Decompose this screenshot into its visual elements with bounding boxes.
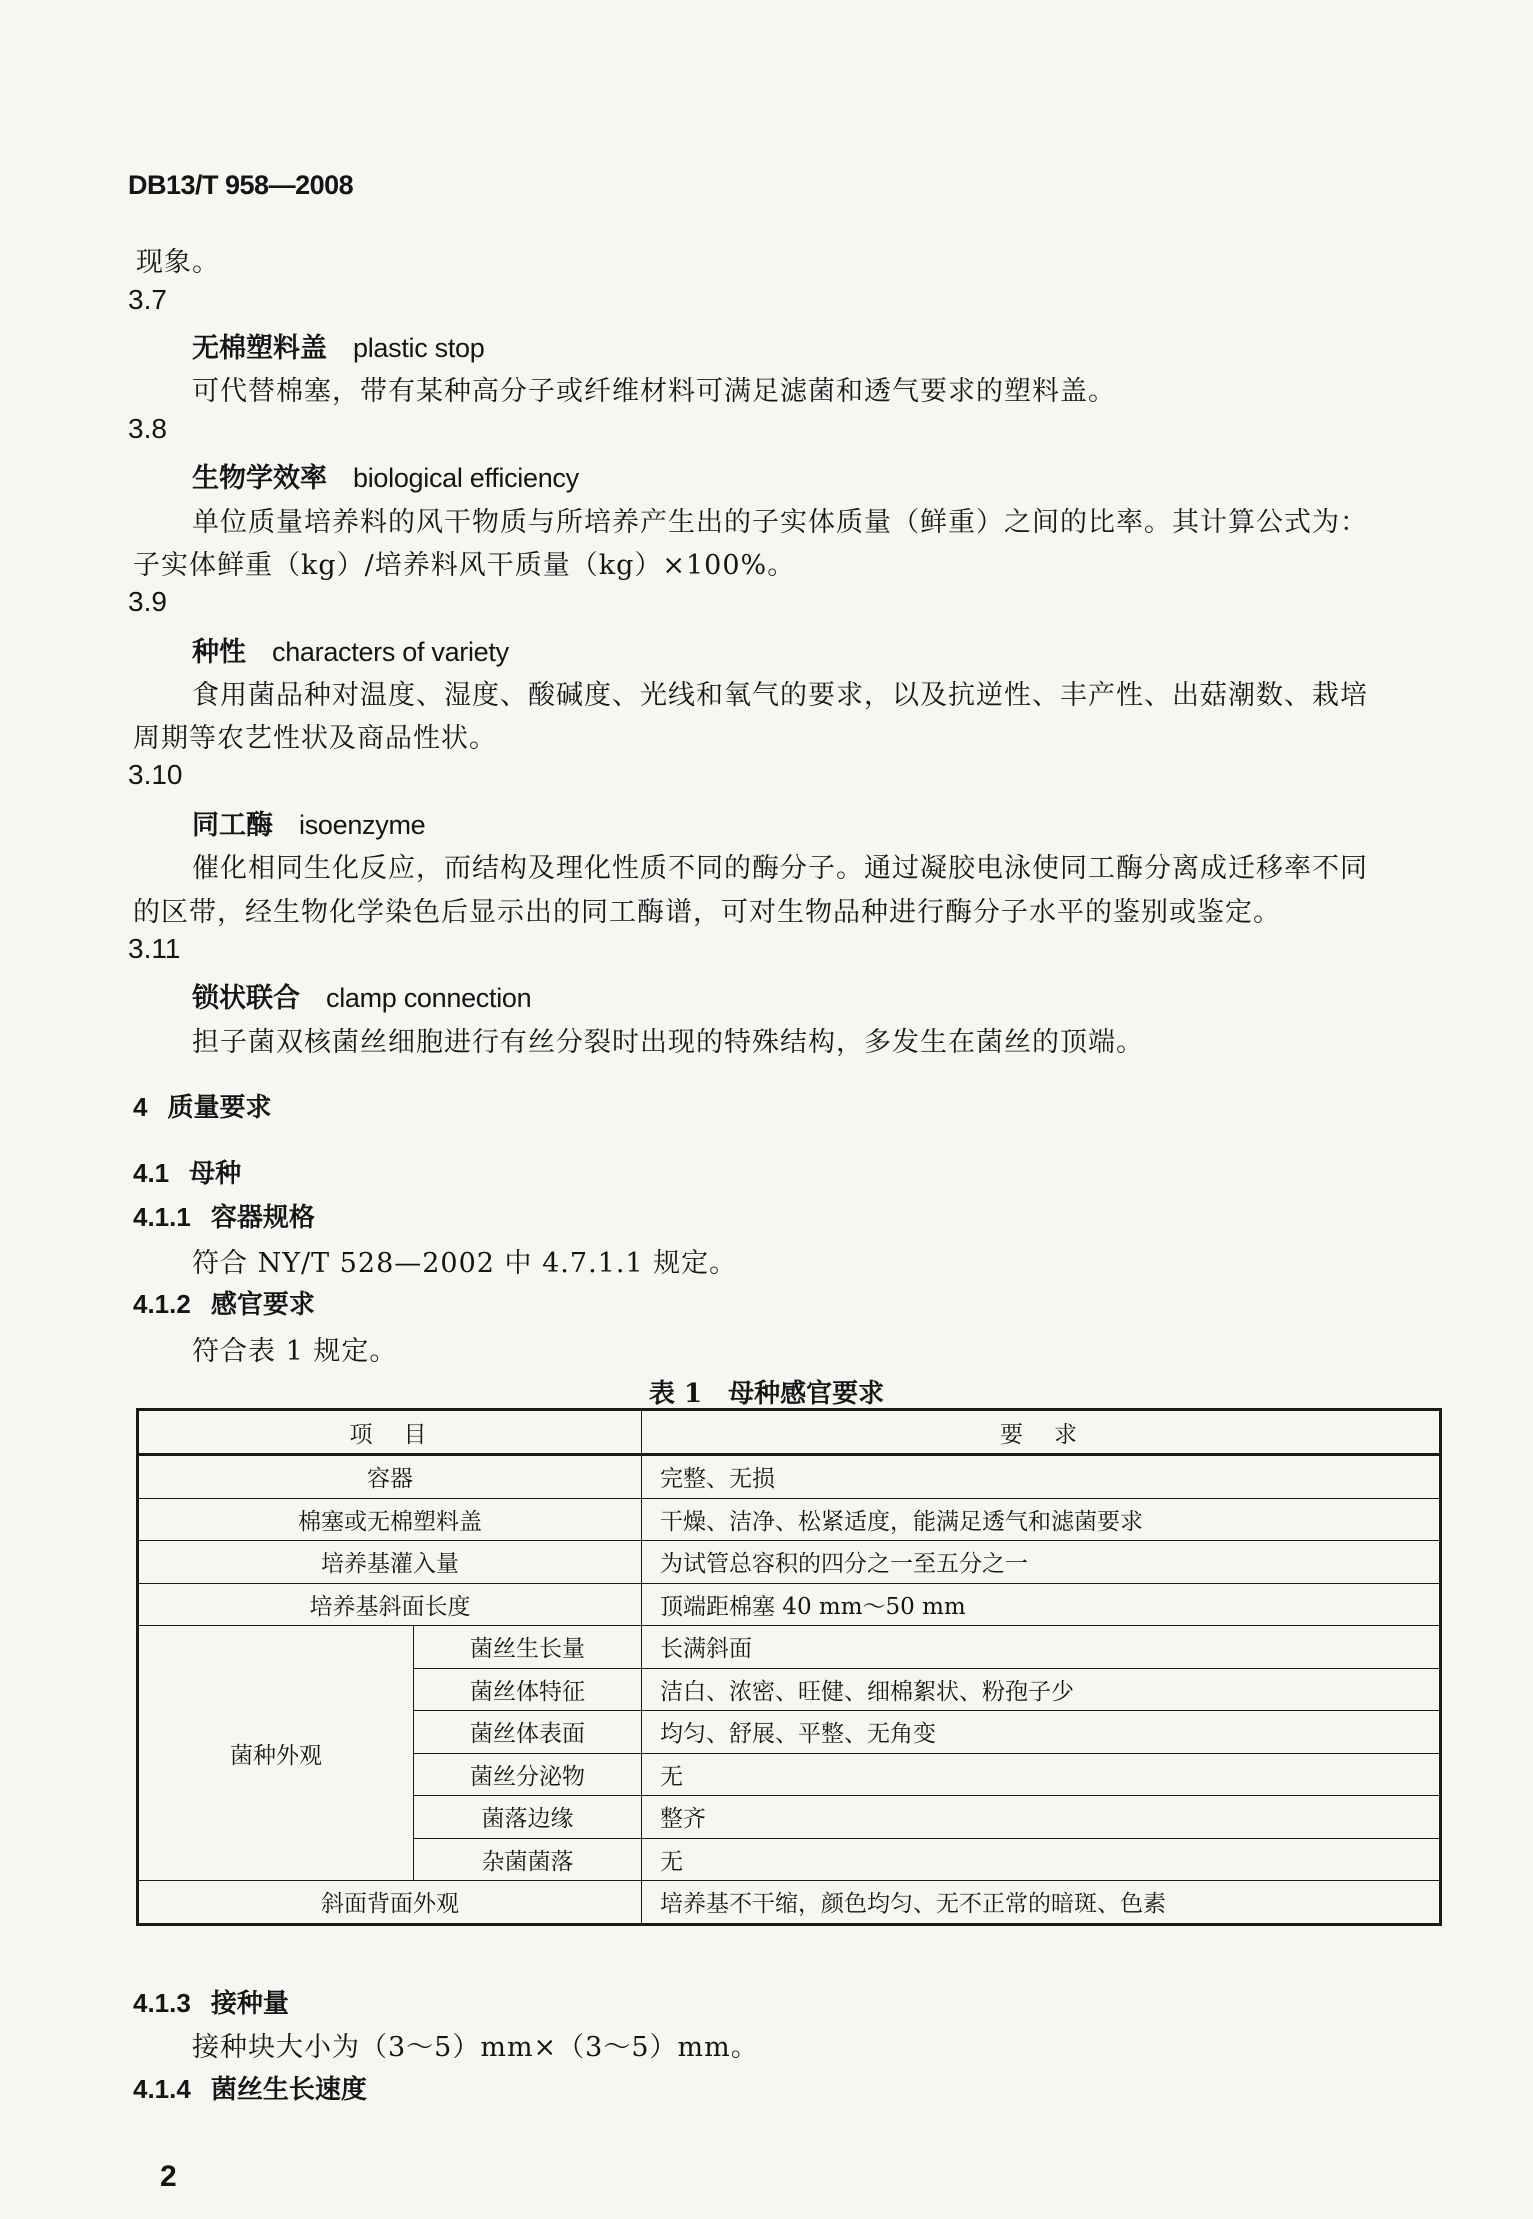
table-row: [138, 1583, 1441, 1626]
cell-subitem: 菌丝体特征: [414, 1668, 642, 1711]
continuation-text: 现象。: [136, 247, 220, 278]
term-en: characters of variety: [272, 637, 509, 667]
clause-text: 符合表 1 规定。: [192, 1336, 398, 1367]
cell-requirement: 完整、无损: [642, 1455, 1441, 1499]
table-row: [138, 1455, 1441, 1499]
subsection-heading: 4.1.2 感官要求: [133, 1289, 315, 1320]
clause-number: 3.7: [128, 284, 167, 315]
cell-item: 培养基斜面长度: [138, 1583, 642, 1626]
table-row: [138, 1881, 1441, 1925]
section-heading: 4 质量要求: [133, 1092, 272, 1123]
table-1: [136, 1408, 1442, 1926]
subsection-heading: 4.1 母种: [133, 1158, 242, 1189]
clause-text: 接种块大小为（3～5）mm×（3～5）mm。: [192, 2032, 759, 2063]
clause-number: 3.11: [128, 933, 181, 964]
definition-line: 可代替棉塞，带有某种高分子或纤维材料可满足滤菌和透气要求的塑料盖。: [192, 376, 1116, 407]
cell-subitem: 杂菌菌落: [414, 1838, 642, 1881]
cell-requirement: 干燥、洁净、松紧适度，能满足透气和滤菌要求: [642, 1498, 1441, 1541]
term-heading: [192, 976, 531, 1015]
cell-requirement: 无: [642, 1753, 1441, 1796]
cell-requirement: 顶端距棉塞 40 mm～50 mm: [642, 1583, 1441, 1626]
definition-line: 的区带，经生物化学染色后显示出的同工酶谱，可对生物品种进行酶分子水平的鉴别或鉴定。: [133, 897, 1281, 928]
table-row: [138, 1498, 1441, 1541]
cell-item: 容器: [138, 1455, 642, 1499]
clause-text: 符合 NY/T 528—2002 中 4.7.1.1 规定。: [192, 1248, 738, 1279]
cell-group-label: 菌种外观: [138, 1626, 414, 1881]
term-heading: [192, 630, 509, 669]
cell-item: 棉塞或无棉塑料盖: [138, 1498, 642, 1541]
subsection-heading: 4.1.1 容器规格: [133, 1202, 315, 1233]
term-cn: 同工酶: [192, 810, 273, 841]
doc-id-header: DB13/T 958—2008: [128, 170, 354, 200]
cell-requirement: 培养基不干缩，颜色均匀、无不正常的暗斑、色素: [642, 1881, 1441, 1925]
table-row: [138, 1541, 1441, 1584]
subsection-heading: 4.1.3 接种量: [133, 1988, 289, 2019]
table-row: [138, 1626, 1441, 1669]
cell-requirement: 为试管总容积的四分之一至五分之一: [642, 1541, 1441, 1584]
cell-requirement: 长满斜面: [642, 1626, 1441, 1669]
term-cn: 无棉塑料盖: [192, 333, 327, 364]
cell-requirement: 均匀、舒展、平整、无角变: [642, 1711, 1441, 1754]
definition-line: 食用菌品种对温度、湿度、酸碱度、光线和氧气的要求，以及抗逆性、丰产性、出菇潮数、栽培: [192, 680, 1368, 711]
header-item: 项 目: [138, 1410, 642, 1455]
table-header-row: [138, 1410, 1441, 1455]
term-cn: 生物学效率: [192, 463, 327, 494]
cell-requirement: 无: [642, 1838, 1441, 1881]
page-number: 2: [160, 2160, 177, 2193]
clause-number: 3.10: [128, 759, 183, 790]
definition-line: 周期等农艺性状及商品性状。: [133, 723, 497, 754]
cell-subitem: 菌落边缘: [414, 1796, 642, 1839]
term-cn: 锁状联合: [192, 983, 300, 1014]
cell-subitem: 菌丝体表面: [414, 1711, 642, 1754]
cell-subitem: 菌丝生长量: [414, 1626, 642, 1669]
cell-requirement: 整齐: [642, 1796, 1441, 1839]
header-requirement: 要 求: [642, 1410, 1441, 1455]
definition-line: 子实体鲜重（kg）/培养料风干质量（kg）×100%。: [133, 550, 796, 581]
subsection-heading: 4.1.4 菌丝生长速度: [133, 2074, 367, 2105]
clause-number: 3.8: [128, 413, 167, 444]
cell-subitem: 菌丝分泌物: [414, 1753, 642, 1796]
term-cn: 种性: [192, 637, 246, 668]
term-heading: [192, 803, 425, 842]
definition-line: 担子菌双核菌丝细胞进行有丝分裂时出现的特殊结构，多发生在菌丝的顶端。: [192, 1027, 1144, 1058]
term-en: plastic stop: [353, 333, 485, 363]
table-caption: 表 1 母种感官要求: [648, 1379, 885, 1409]
cell-requirement: 洁白、浓密、旺健、细棉絮状、粉孢子少: [642, 1668, 1441, 1711]
term-en: clamp connection: [326, 983, 532, 1013]
term-heading: [192, 456, 579, 495]
term-heading: [192, 326, 484, 365]
cell-item: 培养基灌入量: [138, 1541, 642, 1584]
term-en: biological efficiency: [353, 463, 579, 493]
definition-line: 单位质量培养料的风干物质与所培养产生出的子实体质量（鲜重）之间的比率。其计算公式为：: [192, 507, 1368, 538]
definition-line: 催化相同生化反应，而结构及理化性质不同的酶分子。通过凝胶电泳使同工酶分离成迁移率不同: [192, 853, 1368, 884]
cell-item: 斜面背面外观: [138, 1881, 642, 1925]
term-en: isoenzyme: [299, 810, 426, 840]
clause-number: 3.9: [128, 586, 167, 617]
